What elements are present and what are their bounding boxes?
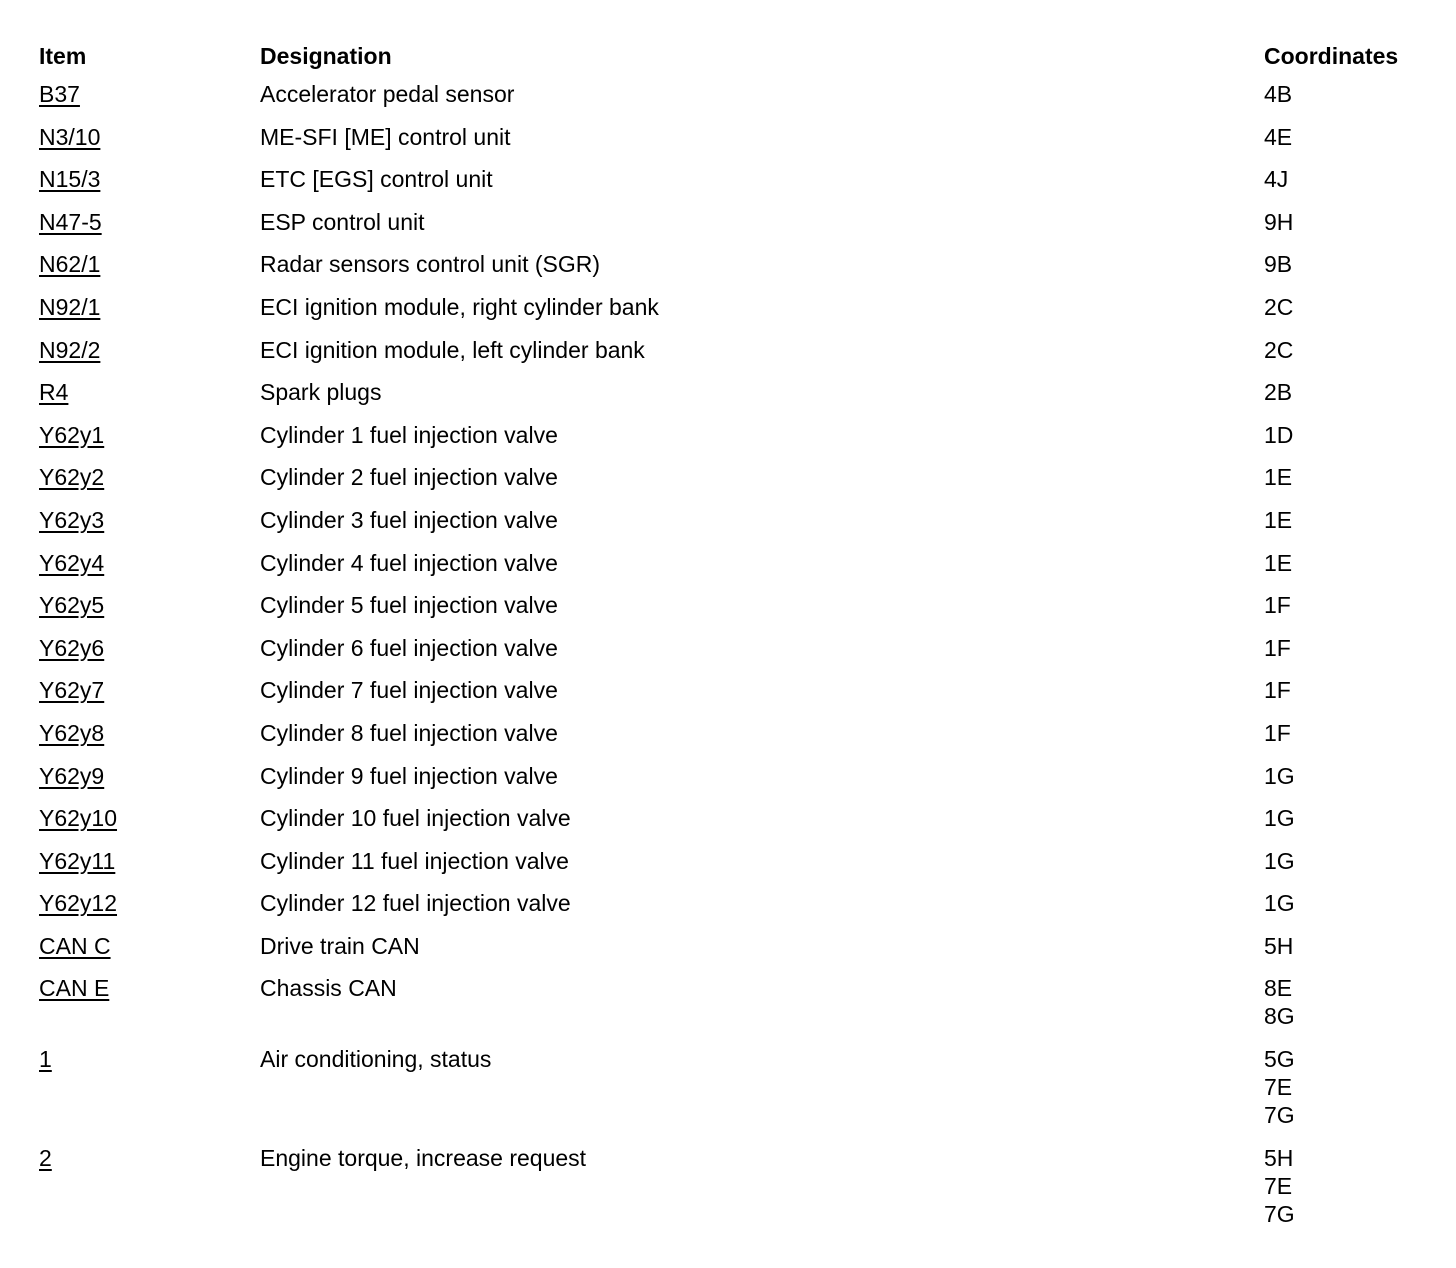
item-link[interactable]: CAN E [39, 975, 110, 1002]
item-cell [39, 1144, 260, 1172]
coordinate-value: 1G [1264, 847, 1295, 874]
coordinate-value: 1F [1264, 719, 1291, 746]
coordinates-cell [1264, 932, 1439, 960]
table-row [39, 804, 1439, 832]
coordinate-value: 2C [1264, 336, 1294, 363]
table-row [39, 719, 1439, 747]
coordinates-cell [1264, 804, 1439, 832]
header-item: Item [39, 43, 87, 69]
item-cell [39, 847, 260, 875]
coordinates-cell [1264, 676, 1439, 704]
table-row [39, 293, 1439, 321]
designation-cell: Cylinder 3 fuel injection valve [260, 506, 558, 533]
coordinate-value: 8G [1264, 1003, 1295, 1030]
item-cell [39, 250, 260, 278]
item-cell [39, 1045, 260, 1073]
coordinates-cell [1264, 123, 1439, 151]
item-link[interactable]: Y62y8 [39, 719, 105, 746]
item-link[interactable]: Y62y3 [39, 506, 105, 533]
designation-cell: Cylinder 1 fuel injection valve [260, 421, 558, 448]
table-row [39, 421, 1439, 449]
item-link[interactable]: Y62y5 [39, 592, 105, 619]
coordinate-value: 1F [1264, 634, 1291, 661]
coordinate-value: 1E [1264, 464, 1293, 491]
item-link[interactable]: CAN C [39, 932, 111, 959]
designation-cell: Cylinder 5 fuel injection valve [260, 592, 558, 619]
coordinate-value: 7E [1264, 1172, 1293, 1199]
coordinate-value: 1F [1264, 592, 1291, 619]
item-cell [39, 208, 260, 236]
designation-cell: Cylinder 12 fuel injection valve [260, 890, 571, 917]
coordinate-value: 4B [1264, 81, 1293, 107]
designation-cell: Cylinder 8 fuel injection valve [260, 719, 558, 746]
coordinate-value: 8E [1264, 975, 1293, 1002]
designation-cell: ECI ignition module, left cylinder bank [260, 336, 645, 363]
coordinates-cell [1264, 1144, 1439, 1228]
designation-cell: Cylinder 4 fuel injection valve [260, 549, 558, 576]
coordinate-value: 9B [1264, 251, 1293, 278]
coordinates-cell [1264, 336, 1439, 364]
coordinate-value: 2C [1264, 293, 1294, 320]
item-link[interactable]: N15/3 [39, 166, 101, 193]
table-row [39, 634, 1439, 662]
item-cell [39, 421, 260, 449]
coordinates-cell [1264, 974, 1439, 1030]
coordinates-cell [1264, 293, 1439, 321]
legend-table [39, 38, 1439, 1242]
table-row [39, 208, 1439, 236]
header-coordinates: Coordinates [1264, 43, 1399, 69]
table-row [39, 250, 1439, 278]
table-row [39, 1144, 1439, 1228]
coordinates-cell [1264, 378, 1439, 406]
coordinates-cell [1264, 847, 1439, 875]
designation-cell: Drive train CAN [260, 932, 420, 959]
coordinate-value: 5G [1264, 1046, 1295, 1073]
item-link[interactable]: Y62y1 [39, 421, 105, 448]
item-link[interactable]: Y62y2 [39, 464, 105, 491]
coordinates-cell [1264, 889, 1439, 917]
table-row [39, 336, 1439, 364]
item-link[interactable]: Y62y4 [39, 549, 105, 576]
item-cell [39, 804, 260, 832]
table-row [39, 80, 1439, 108]
coordinate-value: 7G [1264, 1200, 1295, 1227]
table-row [39, 378, 1439, 406]
item-link[interactable]: Y62y11 [39, 847, 116, 874]
item-link[interactable]: B37 [39, 81, 80, 107]
table-row [39, 549, 1439, 577]
coordinates-cell [1264, 165, 1439, 193]
item-cell [39, 506, 260, 534]
table-row [39, 1045, 1439, 1129]
coordinate-value: 4E [1264, 123, 1293, 150]
coordinate-value: 1G [1264, 762, 1295, 789]
coordinates-cell [1264, 250, 1439, 278]
table-row [39, 847, 1439, 875]
item-link[interactable]: Y62y6 [39, 634, 105, 661]
designation-cell: Cylinder 10 fuel injection valve [260, 805, 571, 832]
item-cell [39, 293, 260, 321]
item-link[interactable]: 2 [39, 1144, 52, 1171]
coordinate-value: 5H [1264, 932, 1294, 959]
item-cell [39, 378, 260, 406]
coordinate-value: 1D [1264, 421, 1294, 448]
item-link[interactable]: Y62y10 [39, 805, 118, 832]
table-row [39, 123, 1439, 151]
coordinate-value: 4J [1264, 166, 1289, 193]
item-cell [39, 932, 260, 960]
item-link[interactable]: Y62y12 [39, 890, 118, 917]
coordinates-cell [1264, 421, 1439, 449]
coordinate-value: 9H [1264, 208, 1294, 235]
designation-cell: Air conditioning, status [260, 1046, 492, 1073]
coordinates-cell [1264, 208, 1439, 236]
item-link[interactable]: Y62y7 [39, 677, 105, 704]
designation-cell: Cylinder 11 fuel injection valve [260, 847, 569, 874]
table-row [39, 463, 1439, 491]
coordinates-cell [1264, 549, 1439, 577]
designation-cell: Cylinder 6 fuel injection valve [260, 634, 558, 661]
coordinate-value: 1E [1264, 506, 1293, 533]
table-row [39, 165, 1439, 193]
item-link[interactable]: N47-5 [39, 208, 102, 235]
item-link[interactable]: Y62y9 [39, 762, 105, 789]
item-cell [39, 463, 260, 491]
item-cell [39, 762, 260, 790]
coordinate-value: 5H [1264, 1144, 1294, 1171]
item-cell [39, 123, 260, 151]
coordinates-cell [1264, 591, 1439, 619]
header-designation: Designation [260, 43, 392, 69]
designation-cell: Engine torque, increase request [260, 1144, 587, 1171]
table-row [39, 974, 1439, 1030]
coordinate-value: 1E [1264, 549, 1293, 576]
designation-cell: ME-SFI [ME] control unit [260, 123, 511, 150]
designation-cell: Cylinder 7 fuel injection valve [260, 677, 558, 704]
designation-cell: Spark plugs [260, 379, 382, 406]
coordinates-cell [1264, 506, 1439, 534]
coordinate-value: 1G [1264, 805, 1295, 832]
item-link[interactable]: 1 [39, 1046, 52, 1073]
item-cell [39, 591, 260, 619]
designation-cell: ESP control unit [260, 208, 425, 235]
table-row [39, 506, 1439, 534]
coordinates-cell [1264, 1045, 1439, 1129]
designation-cell: ETC [EGS] control unit [260, 166, 493, 193]
coordinate-value: 1G [1264, 890, 1295, 917]
designation-cell: Radar sensors control unit (SGR) [260, 251, 601, 278]
coordinate-value: 7E [1264, 1074, 1293, 1101]
table-row [39, 889, 1439, 917]
table-row [39, 591, 1439, 619]
table-row [39, 676, 1439, 704]
item-cell [39, 634, 260, 662]
designation-cell: ECI ignition module, right cylinder bank [260, 293, 659, 320]
item-cell [39, 336, 260, 364]
table-header [39, 38, 1439, 76]
item-cell [39, 719, 260, 747]
coordinates-cell [1264, 634, 1439, 662]
coordinates-cell [1264, 80, 1439, 108]
item-link[interactable]: N3/10 [39, 123, 101, 150]
item-cell [39, 974, 260, 1002]
table-body [39, 80, 1439, 1228]
designation-cell: Cylinder 9 fuel injection valve [260, 762, 558, 789]
designation-cell: Chassis CAN [260, 975, 397, 1002]
item-cell [39, 889, 260, 917]
item-link[interactable]: N62/1 [39, 251, 101, 278]
item-cell [39, 80, 260, 108]
item-link[interactable]: R4 [39, 379, 69, 406]
coordinates-cell [1264, 762, 1439, 790]
item-cell [39, 165, 260, 193]
coordinate-value: 1F [1264, 677, 1291, 704]
coordinate-value: 2B [1264, 379, 1293, 406]
coordinates-cell [1264, 719, 1439, 747]
coordinate-value: 7G [1264, 1102, 1295, 1129]
item-cell [39, 676, 260, 704]
table-row [39, 762, 1439, 790]
table-row [39, 932, 1439, 960]
item-link[interactable]: N92/2 [39, 336, 101, 363]
designation-cell: Accelerator pedal sensor [260, 81, 515, 107]
item-cell [39, 549, 260, 577]
coordinates-cell [1264, 463, 1439, 491]
item-link[interactable]: N92/1 [39, 293, 101, 320]
designation-cell: Cylinder 2 fuel injection valve [260, 464, 558, 491]
